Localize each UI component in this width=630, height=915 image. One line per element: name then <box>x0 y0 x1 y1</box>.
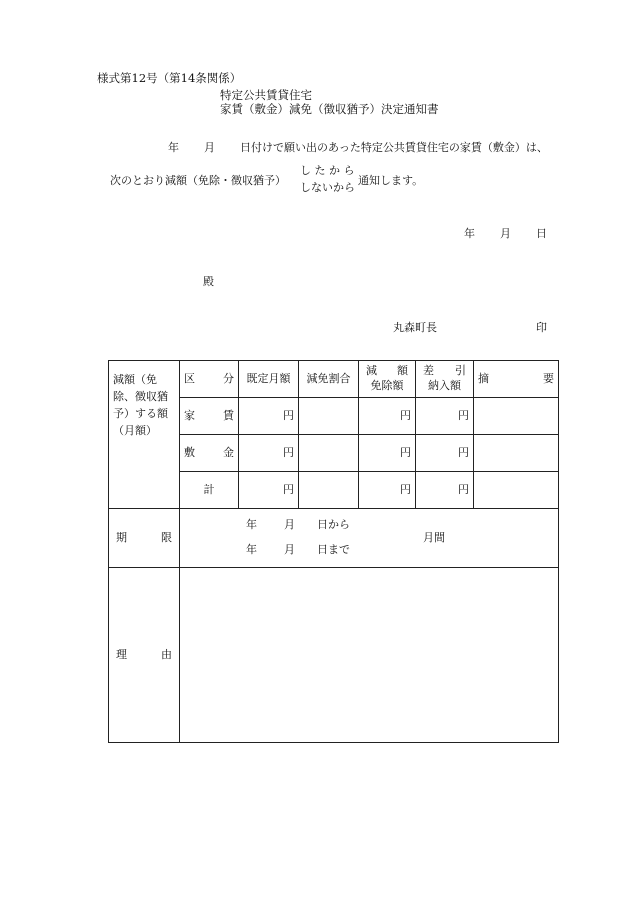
intro-month: 月 <box>204 141 215 154</box>
row-label-deposit: 敷 金 <box>180 435 239 472</box>
period-end-month: 月 <box>284 543 295 556</box>
reduced-amount-rent: 円 <box>359 398 416 435</box>
existing-amount-total: 円 <box>239 472 299 509</box>
column-header-existing: 既定月額 <box>239 361 299 398</box>
form-number: 様式第12号（第14条関係） <box>97 71 242 85</box>
reduced-amount-deposit: 円 <box>359 435 416 472</box>
column-header-reduced: 減 額 免除額 <box>359 361 416 398</box>
period-start-day: 日から <box>317 518 350 531</box>
period-end-year: 年 <box>246 543 257 556</box>
period-start-month: 月 <box>284 518 295 531</box>
reduction-rate-deposit <box>299 435 359 472</box>
reduction-amount-header: 減額（免除、徴収猶予）する額（月額） <box>109 361 180 509</box>
period-months: 月間 <box>423 531 445 544</box>
column-header-rate: 減免割合 <box>299 361 359 398</box>
remarks-deposit <box>474 435 559 472</box>
column-header-kubun: 区 分 <box>180 361 239 398</box>
reduction-table <box>108 360 559 743</box>
reduction-rate-rent <box>299 398 359 435</box>
intro-year: 年 <box>168 141 179 154</box>
column-header-remarks: 摘 要 <box>474 361 559 398</box>
existing-amount-deposit: 円 <box>239 435 299 472</box>
reduced-amount-total: 円 <box>359 472 416 509</box>
date-year: 年 <box>464 227 475 240</box>
intro-line-2-prefix: 次のとおり減額（免除・徴収猶予） <box>110 174 286 187</box>
existing-amount-rent: 円 <box>239 398 299 435</box>
issuer-title: 丸森町長 <box>393 321 437 334</box>
addressee-suffix: 殿 <box>203 275 214 288</box>
reason-label: 理 由 <box>109 568 180 743</box>
column-header-diff: 差 引 納入額 <box>416 361 474 398</box>
payment-amount-deposit: 円 <box>416 435 474 472</box>
option-did: し た か ら <box>300 164 355 177</box>
title-line-1: 特定公共賃貸住宅 <box>220 88 312 102</box>
option-did-not: しないから <box>300 181 355 194</box>
period-value <box>180 509 559 568</box>
period-label: 期 限 <box>109 509 180 568</box>
row-label-total: 計 <box>180 472 239 509</box>
intro-line-1: 日付けで願い出のあった特定公共賃貸住宅の家賃（敷金）は、 <box>240 141 548 154</box>
date-month: 月 <box>500 227 511 240</box>
payment-amount-total: 円 <box>416 472 474 509</box>
document-title: 家賃（敷金）減免（徴収猶予）決定通知書 <box>220 102 439 116</box>
period-start-year: 年 <box>246 518 257 531</box>
intro-line-2-suffix: 通知します。 <box>358 174 424 187</box>
reduction-rate-total <box>299 472 359 509</box>
row-label-rent: 家 賃 <box>180 398 239 435</box>
payment-amount-rent: 円 <box>416 398 474 435</box>
remarks-rent <box>474 398 559 435</box>
remarks-total <box>474 472 559 509</box>
reason-field <box>180 568 559 743</box>
date-day: 日 <box>536 227 547 240</box>
period-end-day: 日まで <box>317 543 350 556</box>
seal-mark: 印 <box>536 321 547 334</box>
